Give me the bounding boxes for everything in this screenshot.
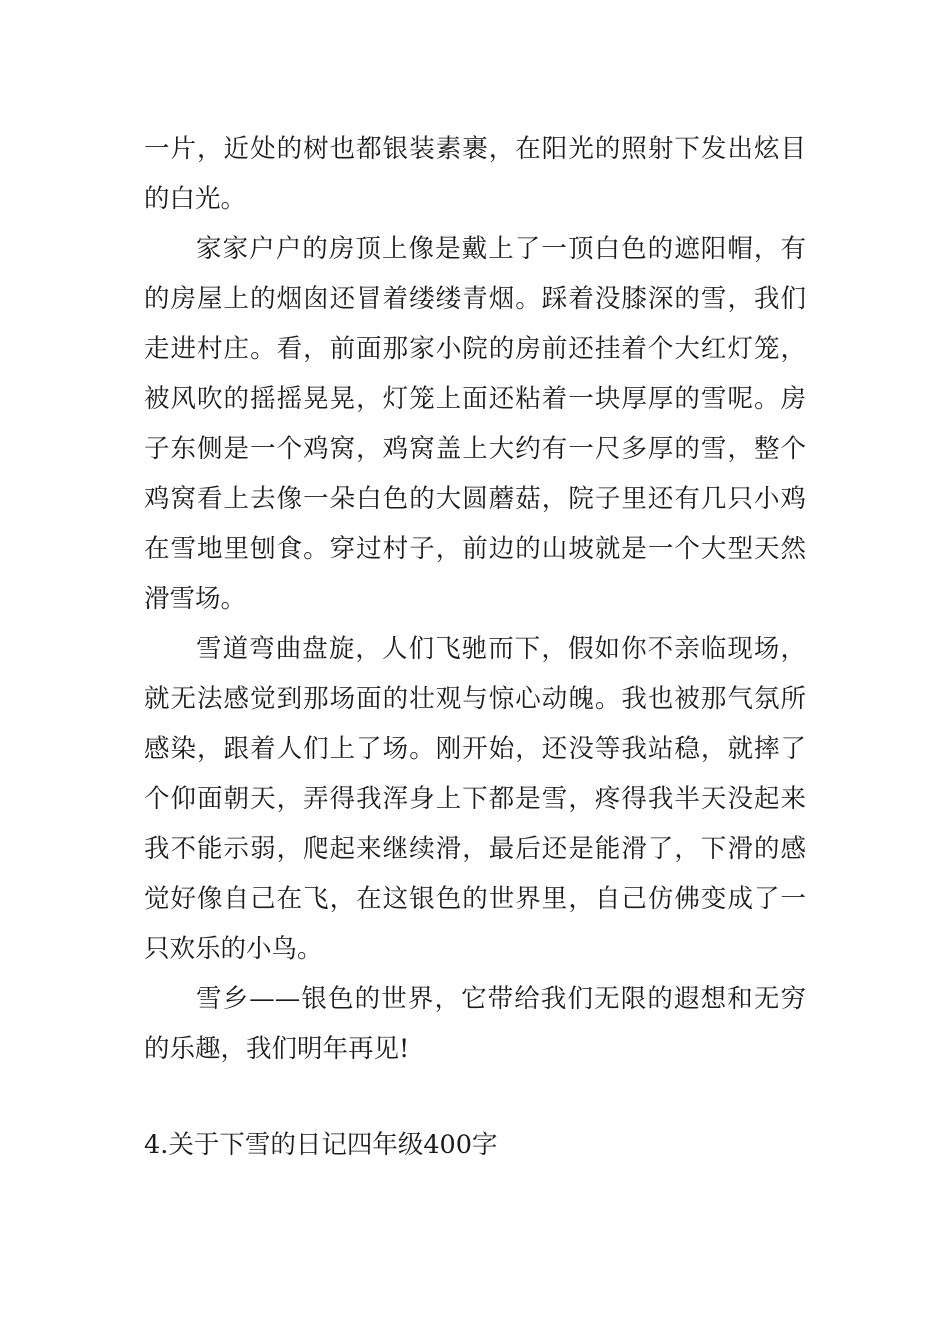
text-line: 滑雪场。 <box>144 584 247 614</box>
text-line: 感染，跟着人们上了场。刚开始，还没等我站稳，就摔了 <box>144 734 806 764</box>
text-line: 的白光。 <box>144 184 247 214</box>
text-line: 走进村庄。看，前面那家小院的房前还挂着个大红灯笼， <box>144 334 806 364</box>
text-line: 的乐趣，我们明年再见! <box>144 1034 410 1064</box>
text-line: 个仰面朝天，弄得我浑身上下都是雪，疼得我半天没起来 <box>144 784 806 814</box>
text-line: 的房屋上的烟囱还冒着缕缕青烟。踩着没膝深的雪，我们 <box>144 284 806 314</box>
paragraph-first-line: 雪道弯曲盘旋，人们飞驰而下，假如你不亲临现场， <box>196 634 806 664</box>
text-line: 只欢乐的小鸟。 <box>144 934 323 964</box>
text-line: 我不能示弱，爬起来继续滑，最后还是能滑了，下滑的感 <box>144 834 806 864</box>
text-line: 觉好像自己在飞，在这银色的世界里，自己仿佛变成了一 <box>144 884 806 914</box>
paragraph-first-line: 家家户户的房顶上像是戴上了一顶白色的遮阳帽，有 <box>196 234 806 264</box>
text-line: 在雪地里刨食。穿过村子，前边的山坡就是一个大型天然 <box>144 534 806 564</box>
text-line: 被风吹的摇摇晃晃，灯笼上面还粘着一块厚厚的雪呢。房 <box>144 384 806 414</box>
text-line: 鸡窝看上去像一朵白色的大圆蘑菇，院子里还有几只小鸡 <box>144 484 806 514</box>
text-line: 一片，近处的树也都银装素裹，在阳光的照射下发出炫目 <box>144 134 806 164</box>
text-line: 就无法感觉到那场面的壮观与惊心动魄。我也被那气氛所 <box>144 684 806 714</box>
text-line: 子东侧是一个鸡窝，鸡窝盖上大约有一尺多厚的雪，整个 <box>144 434 806 464</box>
section-heading: 4.关于下雪的日记四年级400字 <box>144 1130 498 1160</box>
paragraph-first-line: 雪乡——银色的世界，它带给我们无限的遐想和无穷 <box>196 984 806 1014</box>
